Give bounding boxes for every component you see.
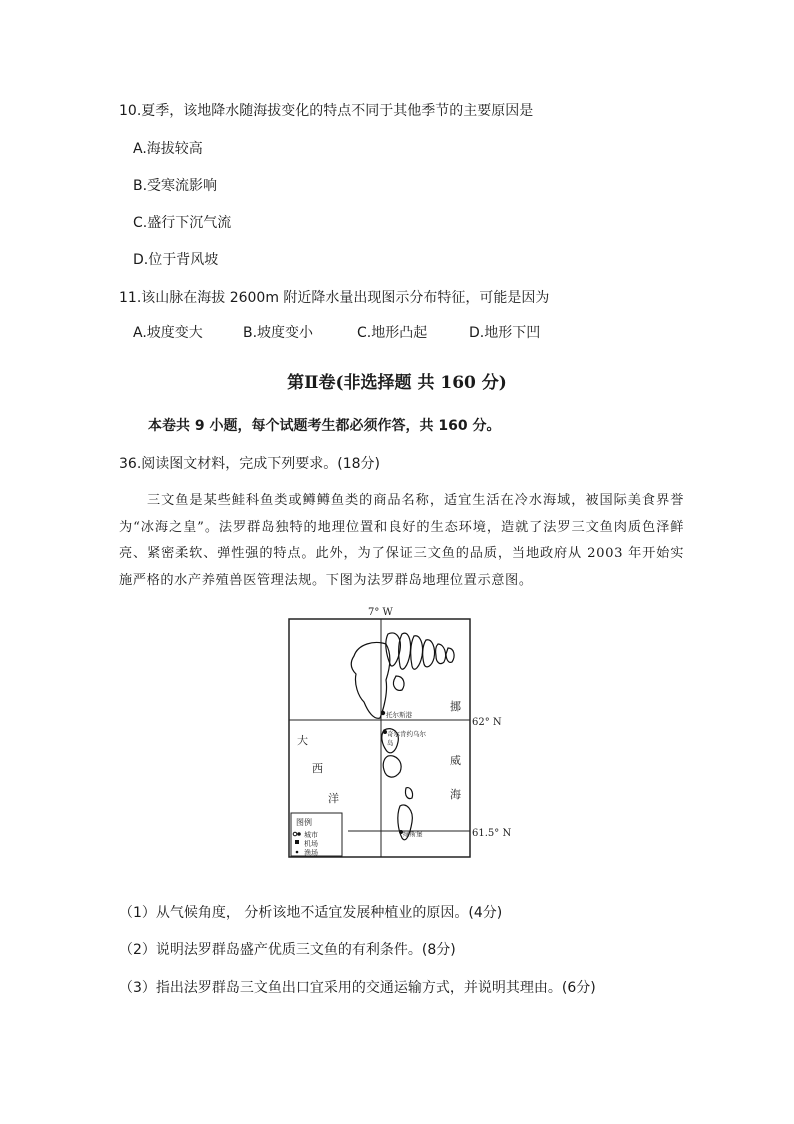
q10-option-c: C.盛行下沉气流 — [133, 215, 232, 231]
q10-option-b: B.受寒流影响 — [133, 178, 218, 194]
sea-left-1: 大 — [297, 734, 308, 747]
section-note: 本卷共 9 小题，每个试题考生都必须作答，共 160 分。 — [148, 418, 501, 434]
airport-icon — [295, 840, 299, 844]
sea-left-2: 西 — [312, 762, 323, 775]
sea-right-2: 威 — [450, 754, 461, 767]
fishery-icon — [296, 851, 299, 854]
q11-option-c: C.地形凸起 — [357, 325, 428, 341]
q36-sub-3: （3）指出法罗群岛三文鱼出口宜采用的交通运输方式，并说明其理由。(6分) — [119, 980, 596, 996]
sea-right-1: 挪 — [450, 700, 461, 713]
legend-fishery: 渔场 — [304, 849, 318, 857]
q11-option-d: D.地形下凹 — [469, 325, 541, 341]
lat2-label: 61.5° N — [472, 828, 512, 839]
faroe-map — [288, 604, 512, 860]
q11-option-b: B.坡度变小 — [243, 325, 314, 341]
legend-airport: 机场 — [304, 840, 318, 848]
city-icon-filled — [297, 832, 301, 836]
place-label-3: 岛 — [387, 739, 394, 747]
sea-right-3: 海 — [450, 788, 461, 801]
legend-title: 图例 — [296, 818, 312, 827]
sea-left-3: 洋 — [328, 792, 339, 805]
q10-option-d: D.位于背风坡 — [133, 252, 219, 268]
legend-city: 城市 — [304, 831, 318, 839]
place-label-4: 绿斯堡 — [403, 830, 423, 838]
q36-stem: 36.阅读图文材料，完成下列要求。(18分) — [119, 456, 381, 472]
q36-paragraph: 三文鱼是某些鲑科鱼类或鳟鳟鱼类的商品名称，适宜生活在冷水海域，被国际美食界誉为“冰海之皇”。法罗群岛独特的地理位置和良好的生态环境，造就了法罗三文鱼肉质色泽鲜亮、紧密柔软、弹性强的特点。此外，为了保证三文鱼的品质，当地政府从 2003 年开始实施严格的水产养殖兽医管理法规。下图为法罗群岛地理位置示意图。 — [119, 493, 684, 588]
q10-stem: 10.夏季，该地降水随海拔变化的特点不同于其他季节的主要原因是 — [119, 103, 534, 119]
lat1-label: 62° N — [472, 717, 502, 728]
q11-option-a: A.坡度变大 — [133, 325, 203, 341]
city-dot-1 — [381, 711, 385, 715]
q36-sub-1: （1）从气候角度， 分析该地不适宜发展种植业的原因。(4分) — [119, 905, 503, 921]
q36-sub-2: （2）说明法罗群岛盛产优质三文鱼的有利条件。(8分) — [119, 942, 456, 958]
place-label-2: 奇尔肯约乌尔 — [387, 730, 426, 738]
q10-option-a: A.海拔较高 — [133, 141, 203, 157]
section-title: 第Ⅱ卷(非选择题 共 160 分) — [287, 373, 507, 393]
q11-stem: 11.该山脉在海拔 2600m 附近降水量出现图示分布特征，可能是因为 — [119, 290, 550, 306]
place-label-1: 托尔斯港 — [386, 711, 412, 719]
lon-label: 7° W — [368, 607, 393, 618]
